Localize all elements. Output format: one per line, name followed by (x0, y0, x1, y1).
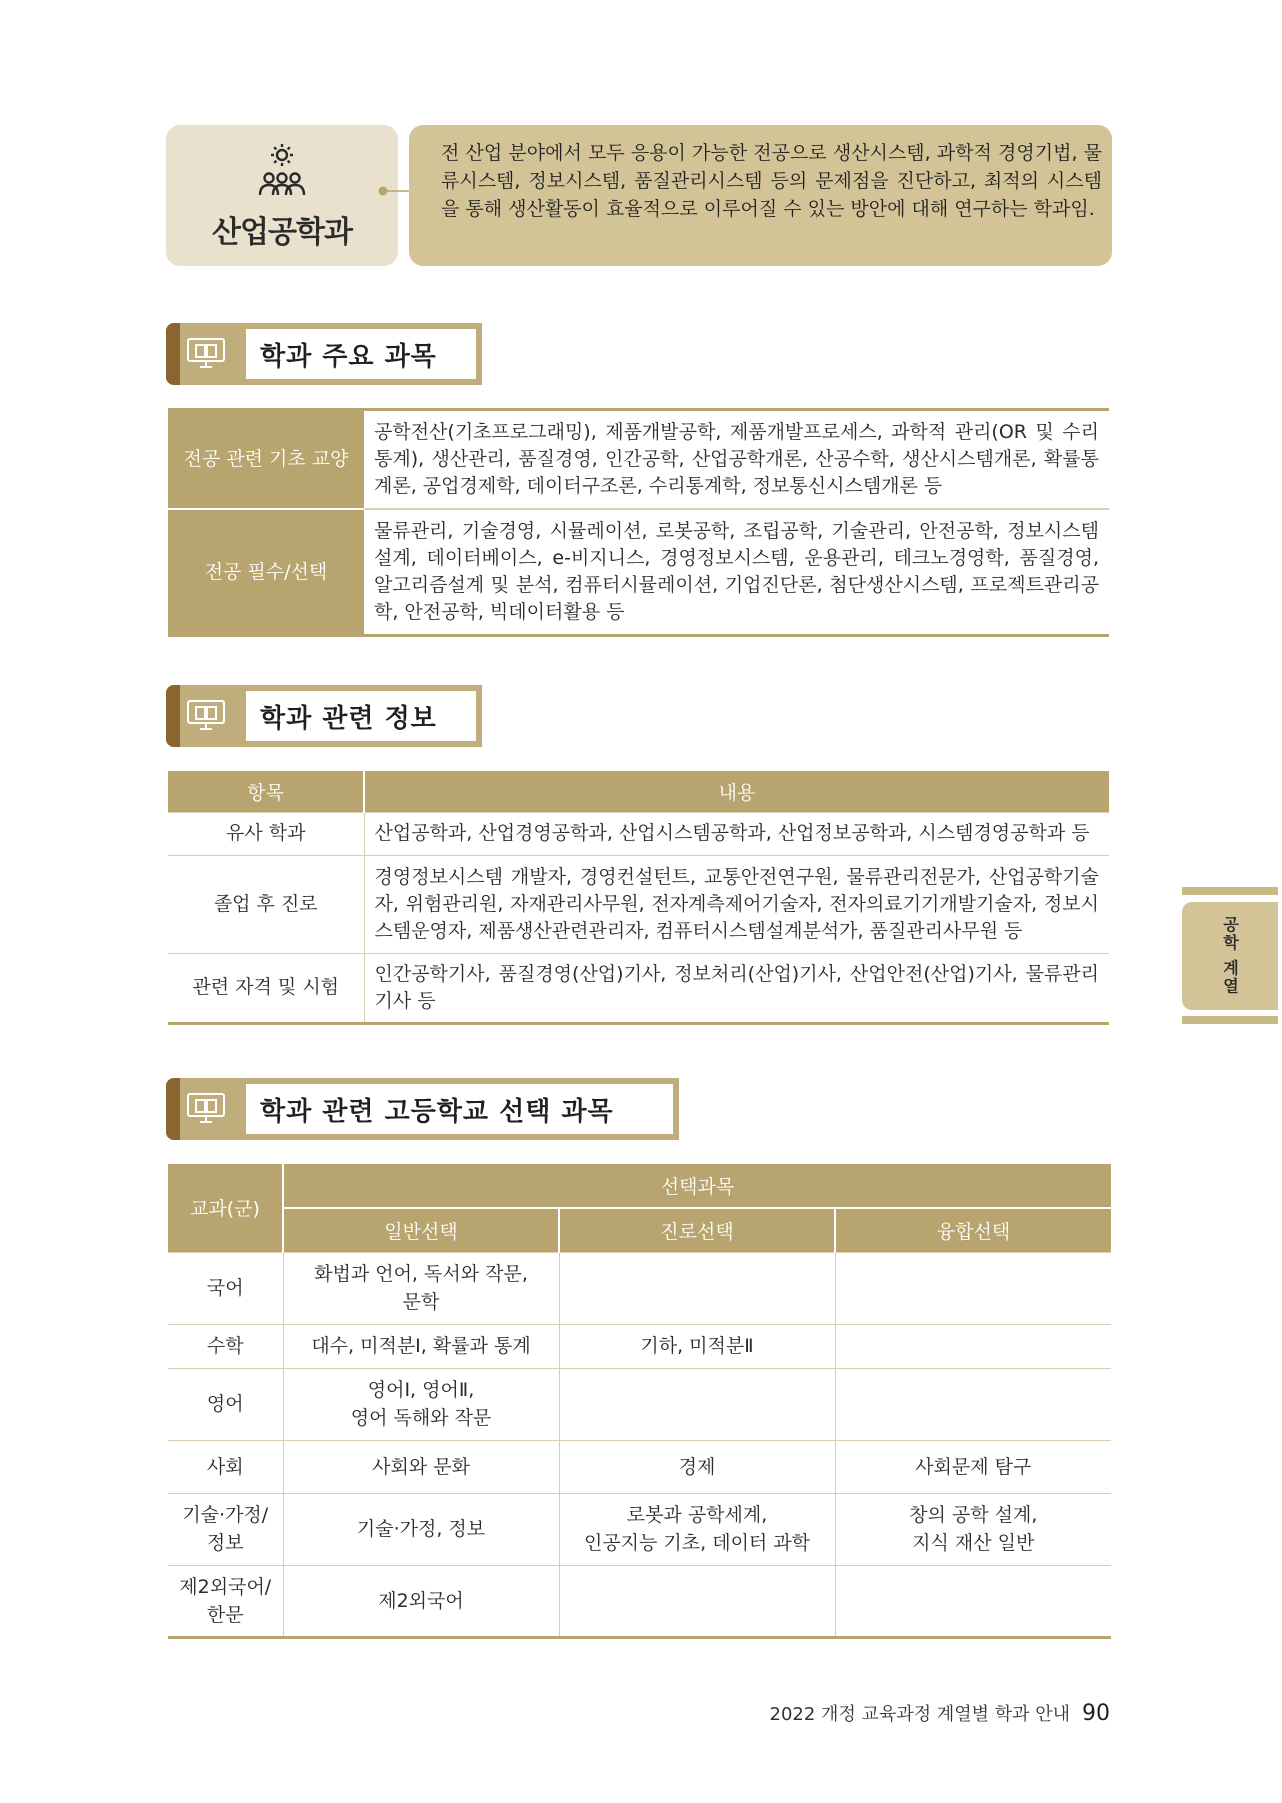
cell-subject: 수학 (168, 1324, 283, 1368)
cell-fusion (835, 1368, 1111, 1440)
cell-career (559, 1565, 835, 1637)
row-key: 관련 자격 및 시험 (168, 953, 364, 1023)
section-title: 학과 관련 고등학교 선택 과목 (246, 1084, 673, 1134)
row-key: 졸업 후 진로 (168, 855, 364, 953)
cell-fusion: 창의 공학 설계, 지식 재산 일반 (835, 1493, 1111, 1565)
row-value: 공학전산(기초프로그래밍), 제품개발공학, 제품개발프로세스, 과학적 관리(OR 및 수리통계), 생산관리, 품질경영, 인간공학, 산업공학개론, 산공수학, 생산시스템개론, 확률통계론, 공업경제학, 데이터구조론, 수리통계학, 정보통신시스템개론 등 (374, 421, 1099, 497)
category-side-tab (1182, 887, 1278, 1024)
row-value: 물류관리, 기술경영, 시뮬레이션, 로봇공학, 조립공학, 기술관리, 안전공학, 정보시스템설계, 데이터베이스, e-비지니스, 경영정보시스템, 운용관리, 테크노경영학, 품질경영, 알고리즘설계 및 분석, 컴퓨터시뮬레이션, 기업진단론, 첨단생산시스템, 프로젝트관리공학, 안전공학, 빅데이터활용 등 (364, 509, 1109, 636)
related-info-table (168, 771, 1109, 1025)
header-subject-group: 교과(군) (168, 1164, 283, 1252)
table-row (168, 410, 1109, 510)
header-selection-group: 선택과목 (283, 1164, 1111, 1208)
cell-subject: 영어 (168, 1368, 283, 1440)
cell-career: 로봇과 공학세계, 인공지능 기초, 데이터 과학 (559, 1493, 835, 1565)
row-key: 유사 학과 (168, 812, 364, 855)
cell-career (559, 1368, 835, 1440)
header-fusion: 융합선택 (835, 1208, 1111, 1252)
row-value: 경영정보시스템 개발자, 경영컨설턴트, 교통안전연구원, 물류관리전문가, 산업공학기술자, 위험관리원, 자재관리사무원, 전자계측제어기술자, 전자의료기기개발기술자, 정보시스템운영자, 제품생산관련관리자, 컴퓨터시스템설계분석가, 품질관리사무원 등 (364, 855, 1109, 953)
cell-general: 사회와 문화 (283, 1440, 559, 1493)
table-row (168, 1440, 1111, 1493)
section-header-hs-subjects (166, 1078, 679, 1140)
table-row (168, 812, 1109, 855)
row-key: 전공 관련 기초 교양 (168, 410, 364, 510)
cell-subject: 국어 (168, 1252, 283, 1324)
table-row (168, 1368, 1111, 1440)
table-row (168, 953, 1109, 1023)
department-name: 산업공학과 (212, 214, 352, 250)
engineering-people-icon (252, 141, 312, 201)
hs-subjects-table (168, 1164, 1111, 1639)
section-title: 학과 주요 과목 (246, 329, 476, 379)
table-row (168, 855, 1109, 953)
main-subjects-table (168, 408, 1109, 637)
cell-general: 화법과 언어, 독서와 작문, 문학 (283, 1252, 559, 1324)
cell-general: 대수, 미적분Ⅰ, 확률과 통계 (283, 1324, 559, 1368)
section-header-main-subjects (166, 323, 482, 385)
header-general: 일반선택 (283, 1208, 559, 1252)
table-row (168, 1324, 1111, 1368)
cell-career (559, 1252, 835, 1324)
table-row (168, 1252, 1111, 1324)
side-tab-label: 공학 계열 (1220, 916, 1240, 996)
table-row (168, 509, 1109, 636)
page-number: 90 (1082, 1701, 1110, 1726)
cell-general: 제2외국어 (283, 1565, 559, 1637)
header-content: 내용 (364, 771, 1109, 812)
page-footer (770, 1700, 1110, 1726)
cell-general: 영어Ⅰ, 영어Ⅱ, 영어 독해와 작문 (283, 1368, 559, 1440)
department-description: 전 산업 분야에서 모두 응용이 가능한 전공으로 생산시스템, 과학적 경영기법, 물류시스템, 정보시스템, 품질관리시스템 등의 문제점을 진단하고, 최적의 시스템을 통해 생산활동이 효율적으로 이루어질 수 있는 방안에 대해 연구하는 학과임. (409, 125, 1112, 266)
header-career: 진로선택 (559, 1208, 835, 1252)
monitor-book-icon (166, 323, 232, 385)
department-card (166, 125, 398, 266)
cell-career: 경제 (559, 1440, 835, 1493)
cell-fusion (835, 1252, 1111, 1324)
monitor-book-icon (166, 685, 232, 747)
monitor-book-icon (166, 1078, 232, 1140)
row-value: 산업공학과, 산업경영공학과, 산업시스템공학과, 산업정보공학과, 시스템경영공학과 등 (364, 812, 1109, 855)
cell-fusion (835, 1324, 1111, 1368)
cell-subject: 제2외국어/ 한문 (168, 1565, 283, 1637)
table-row (168, 1493, 1111, 1565)
cell-fusion (835, 1565, 1111, 1637)
row-key: 전공 필수/선택 (168, 509, 364, 636)
cell-subject: 사회 (168, 1440, 283, 1493)
table-row (168, 1565, 1111, 1637)
cell-general: 기술·가정, 정보 (283, 1493, 559, 1565)
footer-text: 2022 개정 교육과정 계열별 학과 안내 (769, 1704, 1070, 1725)
section-header-related-info (166, 685, 482, 747)
header-item: 항목 (168, 771, 364, 812)
cell-subject: 기술·가정/ 정보 (168, 1493, 283, 1565)
cell-fusion: 사회문제 탐구 (835, 1440, 1111, 1493)
section-title: 학과 관련 정보 (246, 691, 476, 741)
cell-career: 기하, 미적분Ⅱ (559, 1324, 835, 1368)
row-value: 인간공학기사, 품질경영(산업)기사, 정보처리(산업)기사, 산업안전(산업)기사, 물류관리기사 등 (364, 953, 1109, 1023)
